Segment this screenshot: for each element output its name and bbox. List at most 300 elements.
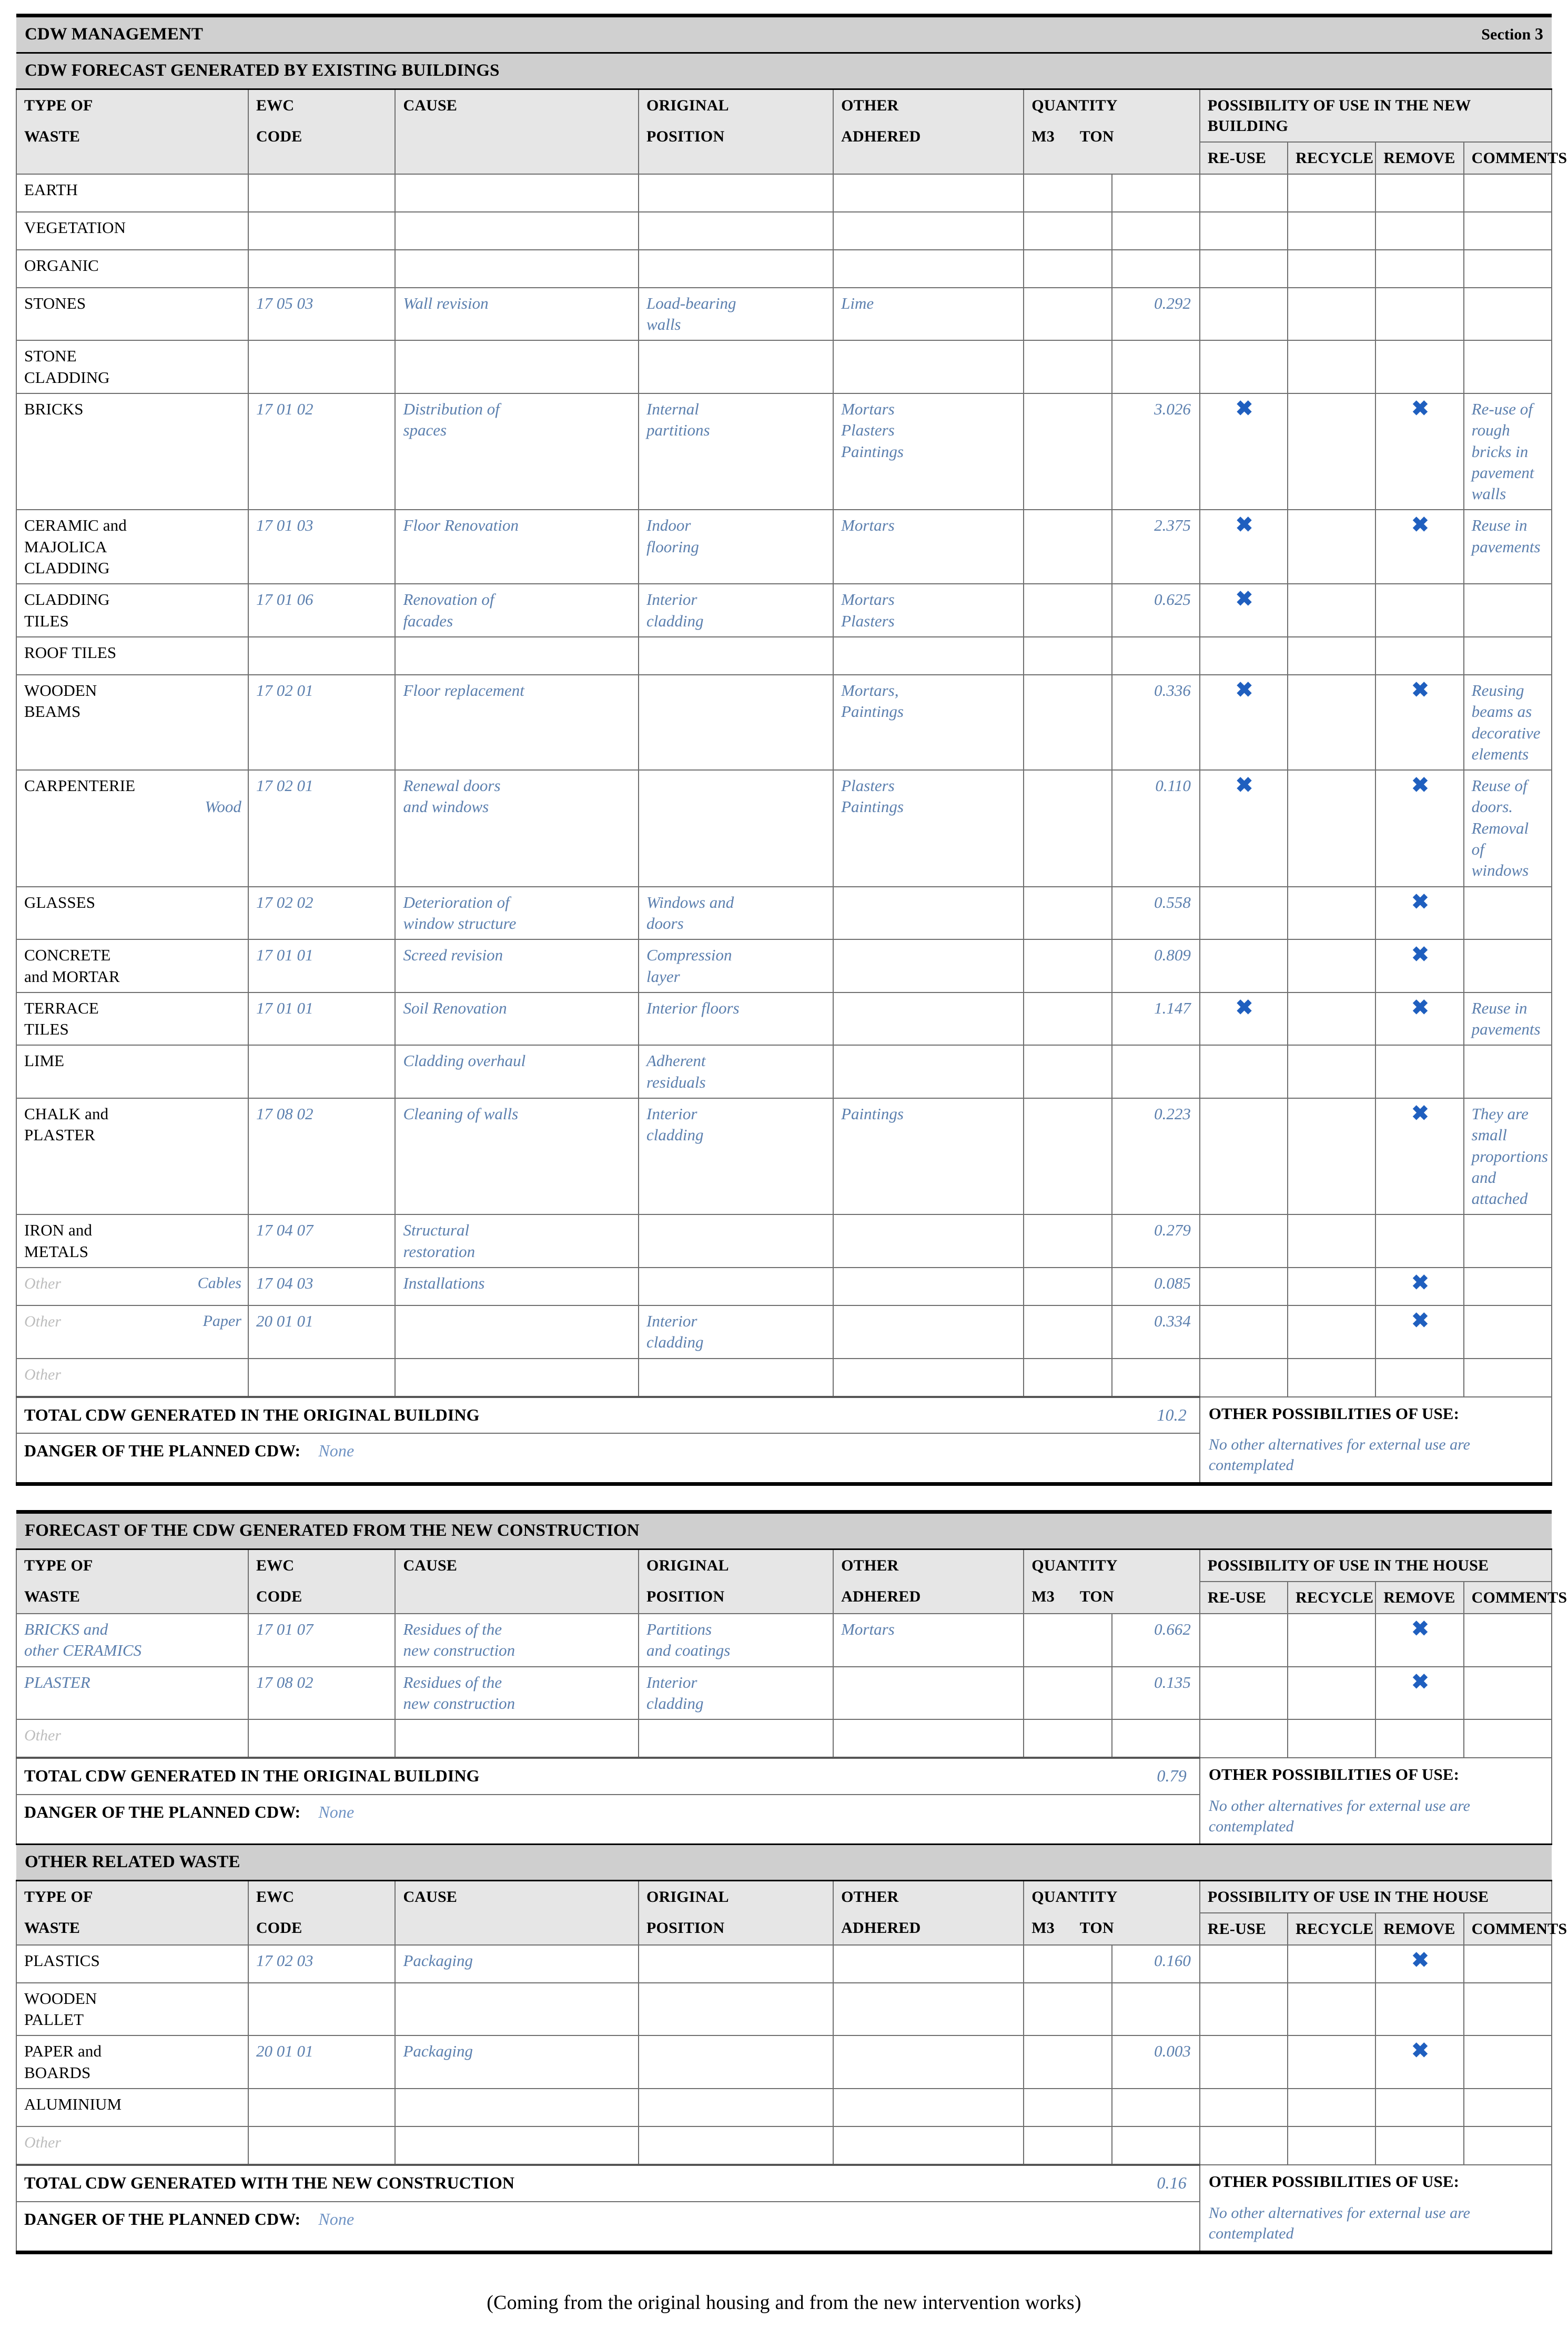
cell-line: Windows and [646, 893, 734, 911]
cell-line: Reuse of doors. [1471, 776, 1527, 816]
cell-original-position [639, 340, 833, 393]
cell-line: flooring [646, 537, 699, 556]
cell-reuse[interactable] [1200, 1214, 1288, 1268]
cell-line: 17 04 07 [256, 1221, 313, 1240]
cell-ewc-code [248, 770, 396, 886]
cell-original-position [639, 288, 833, 341]
x-mark-icon: ✖ [1411, 889, 1429, 914]
cell-recycle[interactable] [1288, 637, 1375, 675]
danger-value: None [318, 1802, 355, 1821]
cell-recycle[interactable] [1288, 887, 1375, 940]
cell-remove[interactable] [1375, 1214, 1463, 1268]
cell-recycle[interactable] [1288, 1719, 1375, 1758]
cell-type-of-waste [16, 250, 248, 288]
cell-reuse[interactable] [1200, 250, 1288, 288]
cell-remove[interactable] [1375, 1945, 1463, 1983]
cell-remove[interactable] [1375, 1268, 1463, 1305]
table-row [16, 770, 1552, 886]
cell-line: cladding [646, 611, 704, 630]
table-row [16, 939, 1552, 992]
cell-line: pavement walls [1471, 463, 1534, 503]
table-row-other [16, 1268, 1552, 1305]
cell-line: new construction [403, 1694, 515, 1713]
cell-quantity-m3 [1024, 887, 1111, 940]
waste-type-label: PLASTER [24, 1673, 90, 1691]
cell-recycle[interactable] [1288, 770, 1375, 886]
col-reuse: RE-USE [1200, 1582, 1288, 1614]
cell-comments [1464, 1045, 1552, 1098]
cell-reuse[interactable] [1200, 393, 1288, 510]
waste-type-label: CLADDING [24, 590, 110, 609]
cell-quantity-m3 [1024, 939, 1111, 992]
cell-quantity-m3 [1024, 1305, 1111, 1359]
danger-label: DANGER OF THE PLANNED CDW: [24, 2209, 301, 2228]
cell-remove[interactable] [1375, 288, 1463, 341]
cell-comments [1464, 2089, 1552, 2126]
waste-type-label: WOODEN [24, 681, 97, 700]
cell-reuse[interactable] [1200, 1045, 1288, 1098]
cell-remove[interactable] [1375, 1045, 1463, 1098]
cell-cause [395, 1983, 639, 2036]
cell-original-position [639, 1098, 833, 1214]
cell-cause [395, 288, 639, 341]
waste-type-label: MAJOLICA [24, 537, 107, 556]
cell-recycle[interactable] [1288, 1945, 1375, 1983]
cell-recycle[interactable] [1288, 2035, 1375, 2089]
cell-comments [1464, 2035, 1552, 2089]
cell-quantity-ton: 0.085 [1112, 1268, 1200, 1305]
cell-recycle[interactable] [1288, 250, 1375, 288]
cell-quantity-m3 [1024, 2089, 1111, 2126]
cell-quantity-ton [1112, 212, 1200, 250]
cell-type-of-waste [16, 637, 248, 675]
table3-body [16, 1945, 1552, 2165]
col-type-of-waste: TYPE OF WASTE [16, 1549, 248, 1614]
cell-cause [395, 393, 639, 510]
cell-recycle[interactable] [1288, 675, 1375, 770]
col-quantity-ton: TON [1079, 1919, 1114, 1937]
cell-ewc-code [248, 1098, 396, 1214]
cell-remove[interactable] [1375, 1614, 1463, 1667]
table-row [16, 288, 1552, 341]
cell-recycle[interactable] [1288, 2126, 1375, 2165]
cell-original-position [639, 1614, 833, 1667]
cell-line: Paintings [841, 797, 904, 816]
cell-other-adhered [833, 393, 1024, 510]
x-mark-icon: ✖ [1411, 513, 1429, 537]
cell-line: Interior [646, 1673, 697, 1691]
cell-reuse[interactable] [1200, 637, 1288, 675]
waste-type-label: TERRACE [24, 998, 99, 1017]
danger-cell [16, 2202, 1200, 2253]
cell-remove[interactable] [1375, 174, 1463, 212]
waste-type-label: STONES [24, 293, 86, 312]
cell-recycle[interactable] [1288, 939, 1375, 992]
cell-reuse[interactable] [1200, 2035, 1288, 2089]
cell-other-adhered [833, 1719, 1024, 1758]
cell-type-of-waste [16, 393, 248, 510]
cell-quantity-m3 [1024, 1359, 1111, 1397]
cell-cause [395, 637, 639, 675]
cell-reuse[interactable] [1200, 1614, 1288, 1667]
cell-reuse[interactable] [1200, 340, 1288, 393]
waste-type-label: WOODEN [24, 1989, 97, 2008]
table-row-other [16, 2126, 1552, 2165]
cell-recycle[interactable] [1288, 212, 1375, 250]
cell-cause [395, 770, 639, 886]
danger-label: DANGER OF THE PLANNED CDW: [24, 1441, 301, 1461]
cell-ewc-code [248, 1045, 396, 1098]
cell-line: Paintings [841, 702, 904, 721]
cell-line: 17 01 01 [256, 998, 313, 1017]
cell-line: Floor replacement [403, 681, 524, 700]
cell-line: proportions and attached [1471, 1147, 1548, 1208]
cell-ewc-code [248, 992, 396, 1046]
cell-quantity-ton: 0.334 [1112, 1305, 1200, 1359]
cell-reuse[interactable] [1200, 992, 1288, 1046]
cell-line: Cladding overhaul [403, 1051, 526, 1070]
waste-type-label: ALUMINIUM [24, 2095, 122, 2113]
cell-original-position [639, 887, 833, 940]
total-value: 10.2 [1157, 1405, 1187, 1424]
cell-quantity-ton: 1.147 [1112, 992, 1200, 1046]
table-row [16, 1214, 1552, 1268]
cell-type-of-waste[interactable] [16, 1719, 248, 1758]
cell-remove[interactable] [1375, 1359, 1463, 1397]
table-row [16, 1098, 1552, 1214]
other-placeholder-label: Other [24, 1313, 61, 1331]
cell-remove[interactable] [1375, 2035, 1463, 2089]
cell-reuse[interactable] [1200, 675, 1288, 770]
cell-remove[interactable] [1375, 2089, 1463, 2126]
cell-recycle[interactable] [1288, 1667, 1375, 1720]
cell-recycle[interactable] [1288, 340, 1375, 393]
cell-other-adhered [833, 2126, 1024, 2165]
col-other-adhered: OTHER ADHERED [833, 1549, 1024, 1614]
cell-reuse[interactable] [1200, 1305, 1288, 1359]
cell-other-adhered [833, 1214, 1024, 1268]
cell-recycle[interactable] [1288, 1983, 1375, 2036]
cell-line: 17 01 01 [256, 946, 313, 965]
cell-ewc-code [248, 1614, 396, 1667]
cell-ewc-code [248, 2089, 396, 2126]
cell-remove[interactable] [1375, 584, 1463, 637]
cell-remove[interactable] [1375, 1305, 1463, 1359]
x-mark-icon: ✖ [1411, 1309, 1429, 1333]
cell-line: Load-bearing [646, 293, 736, 312]
col-remove: REMOVE [1375, 1913, 1463, 1945]
cell-recycle[interactable] [1288, 393, 1375, 510]
cell-remove[interactable] [1375, 770, 1463, 886]
col-comments: COMMENTS [1464, 1913, 1552, 1945]
cell-comments [1464, 939, 1552, 992]
cell-quantity-ton [1112, 1719, 1200, 1758]
table-row [16, 1945, 1552, 1983]
col-quantity: QUANTITY M3 TON [1024, 89, 1200, 174]
col-other-adhered: OTHER ADHERED [833, 89, 1024, 174]
table-row [16, 510, 1552, 584]
cell-other-adhered [833, 174, 1024, 212]
cell-reuse[interactable] [1200, 212, 1288, 250]
cell-reuse[interactable] [1200, 1945, 1288, 1983]
cell-line: 20 01 01 [256, 2042, 313, 2061]
cell-recycle[interactable] [1288, 1359, 1375, 1397]
cell-line: Deterioration of [403, 893, 510, 911]
cell-remove[interactable] [1375, 1719, 1463, 1758]
col-cause: CAUSE [395, 1549, 639, 1614]
cell-recycle[interactable] [1288, 584, 1375, 637]
cell-ewc-code [248, 1983, 396, 2036]
cell-cause [395, 675, 639, 770]
x-mark-icon: ✖ [1235, 513, 1253, 537]
cell-original-position [639, 1214, 833, 1268]
cell-recycle[interactable] [1288, 1045, 1375, 1098]
total-value: 0.79 [1157, 1766, 1187, 1786]
cell-reuse[interactable] [1200, 1098, 1288, 1214]
col-original-position: ORIGINAL POSITION [639, 1549, 833, 1614]
cell-original-position [639, 1305, 833, 1359]
cell-original-position [639, 1719, 833, 1758]
cell-reuse[interactable] [1200, 770, 1288, 886]
cell-reuse[interactable] [1200, 510, 1288, 584]
cell-type-of-waste[interactable] [16, 1359, 248, 1397]
cell-reuse[interactable] [1200, 1719, 1288, 1758]
cell-type-of-waste [16, 584, 248, 637]
cell-reuse[interactable] [1200, 939, 1288, 992]
cell-original-position [639, 992, 833, 1046]
cell-quantity-ton: 0.110 [1112, 770, 1200, 886]
cell-reuse[interactable] [1200, 1983, 1288, 2036]
cell-comments [1464, 2126, 1552, 2165]
cell-reuse[interactable] [1200, 1667, 1288, 1720]
col-possibility-of-use: POSSIBILITY OF USE IN THE HOUSE [1200, 1549, 1552, 1582]
col-recycle: RECYCLE [1288, 1582, 1375, 1614]
cell-remove[interactable] [1375, 675, 1463, 770]
cell-line: Indoor [646, 516, 691, 535]
cell-remove[interactable] [1375, 1983, 1463, 2036]
col-ewc-code: EWC CODE [248, 1549, 396, 1614]
cell-reuse[interactable] [1200, 1268, 1288, 1305]
cell-other-adhered [833, 637, 1024, 675]
cell-line: Packaging [403, 2042, 473, 2061]
cell-original-position [639, 1359, 833, 1397]
cell-quantity-m3 [1024, 637, 1111, 675]
cell-cause [395, 992, 639, 1046]
cell-cause [395, 584, 639, 637]
cell-comments [1464, 992, 1552, 1046]
cell-type-of-waste [16, 340, 248, 393]
cell-cause [395, 250, 639, 288]
cell-quantity-ton [1112, 340, 1200, 393]
cell-other-adhered [833, 2089, 1024, 2126]
cell-recycle[interactable] [1288, 1268, 1375, 1305]
waste-type-label: LIME [24, 1051, 65, 1070]
cell-line: Paintings [841, 1104, 904, 1123]
cell-reuse[interactable] [1200, 288, 1288, 341]
waste-type-label: IRON and [24, 1221, 93, 1240]
cell-remove[interactable] [1375, 340, 1463, 393]
cell-line: Partitions [646, 1620, 712, 1639]
cell-reuse[interactable] [1200, 584, 1288, 637]
cell-recycle[interactable] [1288, 510, 1375, 584]
cell-recycle[interactable] [1288, 2089, 1375, 2126]
cell-remove[interactable] [1375, 992, 1463, 1046]
cell-other-adhered [833, 584, 1024, 637]
cell-recycle[interactable] [1288, 1214, 1375, 1268]
waste-type-label: CONCRETE [24, 946, 111, 965]
cell-quantity-m3 [1024, 340, 1111, 393]
col-cause: CAUSE [395, 89, 639, 174]
cell-quantity-m3 [1024, 212, 1111, 250]
cell-cause [395, 212, 639, 250]
cell-remove[interactable] [1375, 887, 1463, 940]
cell-type-of-waste[interactable] [16, 1305, 248, 1359]
cell-line: 17 01 03 [256, 516, 313, 535]
cell-comments [1464, 212, 1552, 250]
col-quantity-m3: M3 [1031, 1588, 1055, 1606]
table-row [16, 1045, 1552, 1098]
cell-cause [395, 1359, 639, 1397]
cell-type-of-waste [16, 992, 248, 1046]
cell-recycle[interactable] [1288, 1614, 1375, 1667]
cell-line: Plasters [841, 611, 895, 630]
cell-ewc-code [248, 637, 396, 675]
cell-comments [1464, 1983, 1552, 2036]
waste-type-label: other CERAMICS [24, 1641, 141, 1660]
total-row [16, 1397, 1552, 1434]
cell-remove[interactable] [1375, 939, 1463, 992]
cell-type-of-waste [16, 675, 248, 770]
cell-line: cladding [646, 1333, 704, 1352]
cell-reuse[interactable] [1200, 174, 1288, 212]
cell-reuse[interactable] [1200, 887, 1288, 940]
cell-remove[interactable] [1375, 393, 1463, 510]
other-possibilities-text: No other alternatives for external use are contemplated [1200, 1795, 1552, 1845]
danger-row [16, 1433, 1552, 1484]
table-row [16, 992, 1552, 1046]
cell-original-position [639, 2089, 833, 2126]
other-placeholder-label: Other [24, 2134, 61, 2151]
cell-cause [395, 2035, 639, 2089]
cell-type-of-waste[interactable] [16, 2126, 248, 2165]
x-mark-icon: ✖ [1411, 1101, 1429, 1125]
col-quantity-m3: M3 [1031, 1919, 1055, 1937]
cell-remove[interactable] [1375, 1098, 1463, 1214]
cell-other-adhered [833, 1045, 1024, 1098]
cell-remove[interactable] [1375, 250, 1463, 288]
table2-banner-label: FORECAST OF THE CDW GENERATED FROM THE NEW CONSTRUCTION [16, 1512, 1552, 1549]
cell-line: walls [646, 315, 681, 334]
cell-remove[interactable] [1375, 212, 1463, 250]
cell-other-adhered [833, 1359, 1024, 1397]
cell-line: layer [646, 967, 680, 986]
cell-remove[interactable] [1375, 637, 1463, 675]
x-mark-icon: ✖ [1411, 1948, 1429, 1972]
x-mark-icon: ✖ [1235, 677, 1253, 702]
cell-recycle[interactable] [1288, 1098, 1375, 1214]
cell-type-of-waste[interactable] [16, 1268, 248, 1305]
col-quantity-ton: TON [1079, 127, 1114, 145]
cell-line: Floor Renovation [403, 516, 519, 535]
cell-comments [1464, 174, 1552, 212]
col-reuse: RE-USE [1200, 1913, 1288, 1945]
cell-recycle[interactable] [1288, 174, 1375, 212]
cell-reuse[interactable] [1200, 1359, 1288, 1397]
cell-original-position [639, 174, 833, 212]
cell-quantity-ton: 3.026 [1112, 393, 1200, 510]
waste-type-label: TILES [24, 1020, 69, 1039]
cell-line: Interior [646, 1104, 697, 1123]
cell-line: partitions [646, 421, 710, 440]
cell-ewc-code [248, 1667, 396, 1720]
section-indicator: Section 3 [1481, 24, 1543, 43]
total-label: TOTAL CDW GENERATED WITH THE NEW CONSTRUCTION [24, 2173, 515, 2192]
waste-type-label: GLASSES [24, 893, 96, 911]
cell-quantity-ton: 0.558 [1112, 887, 1200, 940]
cell-quantity-ton [1112, 250, 1200, 288]
cell-line: Renewal doors [403, 776, 501, 795]
cell-recycle[interactable] [1288, 288, 1375, 341]
cell-line: Removal of windows [1471, 818, 1529, 880]
x-mark-icon: ✖ [1235, 995, 1253, 1019]
cell-type-of-waste [16, 212, 248, 250]
cell-line: Distribution of [403, 399, 500, 418]
cell-quantity-m3 [1024, 1098, 1111, 1214]
other-value: Paper [203, 1312, 241, 1330]
cell-line: cladding [646, 1694, 704, 1713]
cell-line: Interior floors [646, 998, 740, 1017]
cell-reuse[interactable] [1200, 2089, 1288, 2126]
cell-quantity-ton: 0.292 [1112, 288, 1200, 341]
danger-cell [16, 1433, 1200, 1484]
col-quantity-m3: M3 [1031, 127, 1055, 145]
cell-quantity-ton [1112, 1359, 1200, 1397]
cell-original-position [639, 770, 833, 886]
danger-row [16, 2202, 1552, 2253]
cell-recycle[interactable] [1288, 992, 1375, 1046]
cell-comments [1464, 288, 1552, 341]
cell-original-position [639, 675, 833, 770]
table1-footer [16, 1397, 1552, 1484]
cell-other-adhered [833, 212, 1024, 250]
cell-other-adhered [833, 340, 1024, 393]
cell-comments [1464, 1214, 1552, 1268]
cell-remove[interactable] [1375, 510, 1463, 584]
cell-line: Reusing beams as [1471, 681, 1532, 721]
cell-ewc-code [248, 2035, 396, 2089]
cell-ewc-code [248, 393, 396, 510]
x-mark-icon: ✖ [1411, 773, 1429, 797]
cell-reuse[interactable] [1200, 2126, 1288, 2165]
table-row [16, 340, 1552, 393]
cell-remove[interactable] [1375, 2126, 1463, 2165]
cell-line: decorative elements [1471, 723, 1541, 763]
cell-recycle[interactable] [1288, 1305, 1375, 1359]
waste-type-label: EARTH [24, 180, 78, 199]
cell-quantity-ton [1112, 1983, 1200, 2036]
table-row [16, 675, 1552, 770]
cell-ewc-code [248, 675, 396, 770]
other-possibilities-text: No other alternatives for external use are contemplated [1200, 1433, 1552, 1484]
cell-quantity-ton: 2.375 [1112, 510, 1200, 584]
danger-label: DANGER OF THE PLANNED CDW: [24, 1802, 301, 1821]
x-mark-icon: ✖ [1411, 1617, 1429, 1641]
cell-line: 20 01 01 [256, 1312, 313, 1331]
cell-remove[interactable] [1375, 1667, 1463, 1720]
cell-quantity-m3 [1024, 770, 1111, 886]
waste-type-label: ROOF TILES [24, 643, 117, 662]
cell-cause [395, 2089, 639, 2126]
